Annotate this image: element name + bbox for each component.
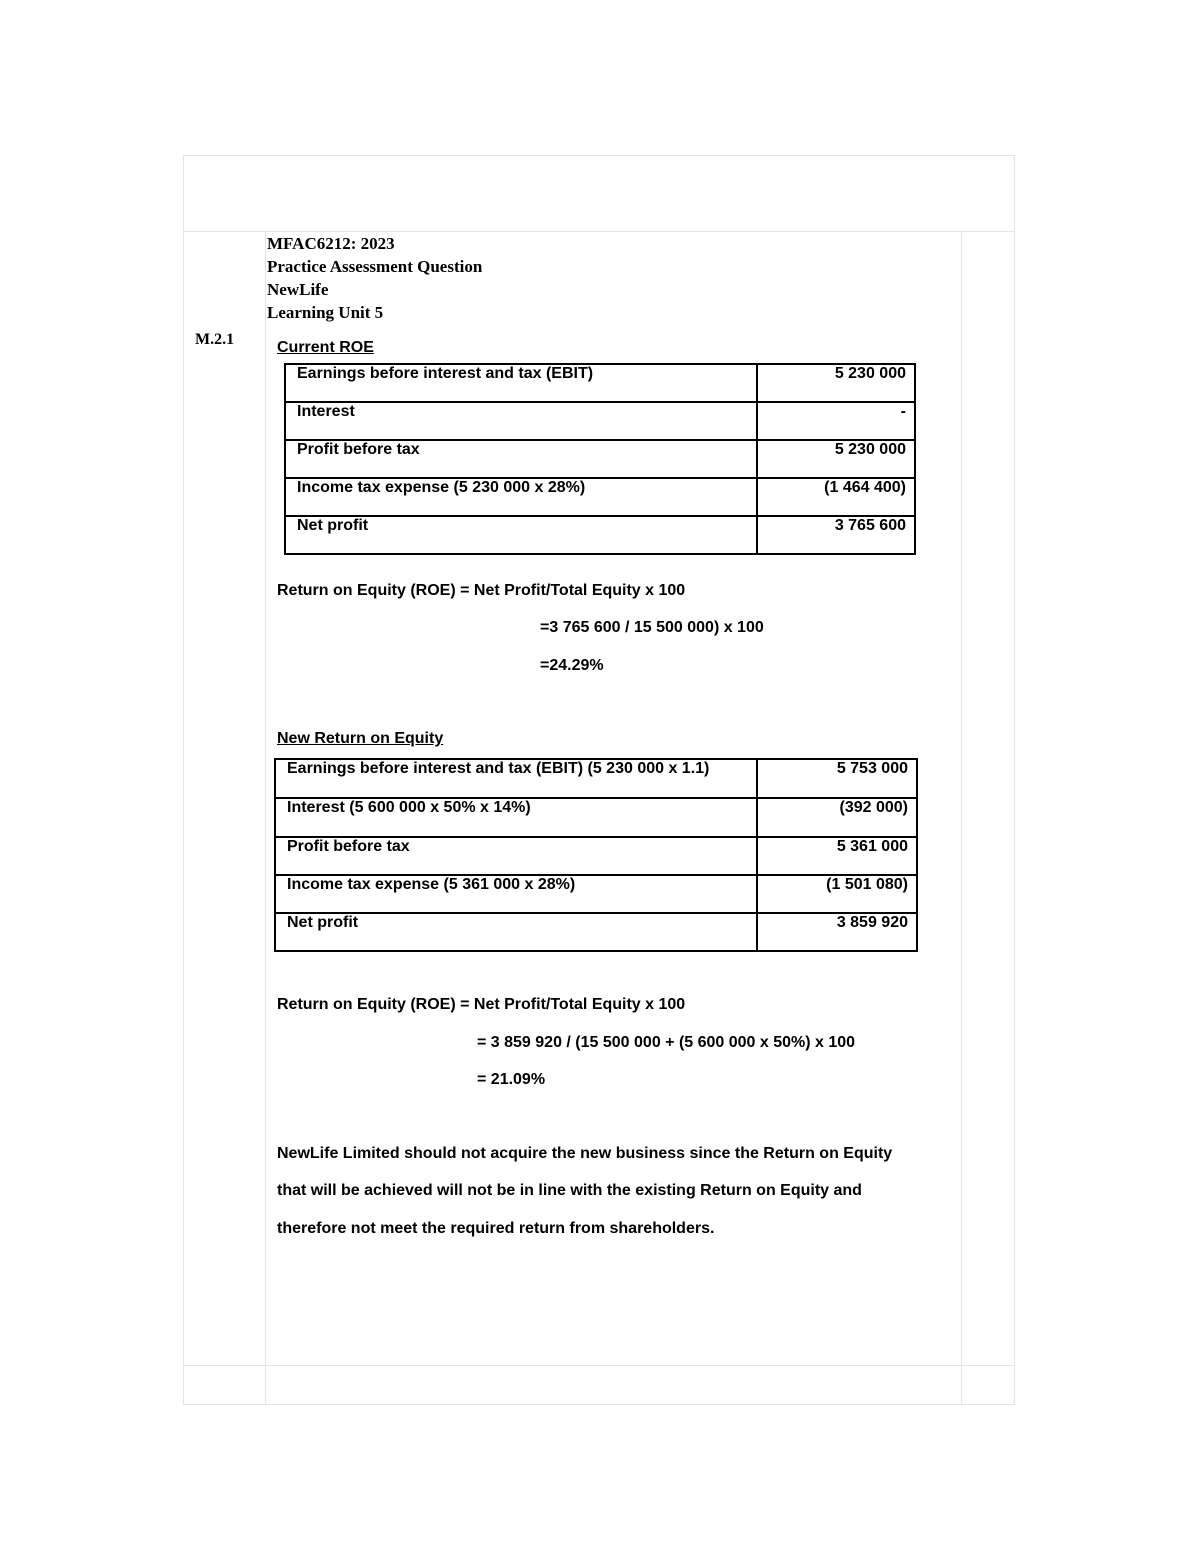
row-value: 5 753 000 bbox=[757, 759, 917, 798]
company-name: NewLife bbox=[267, 280, 329, 299]
table-row bbox=[275, 875, 917, 913]
row-value: 5 230 000 bbox=[757, 440, 915, 478]
grid-line-left bbox=[265, 231, 266, 1405]
row-value: 3 765 600 bbox=[757, 516, 915, 554]
row-label: Profit before tax bbox=[275, 837, 757, 875]
current-roe-calculation: =3 765 600 / 15 500 000) x 100 bbox=[540, 619, 764, 636]
new-income-table bbox=[274, 758, 918, 952]
row-label: Net profit bbox=[275, 913, 757, 951]
grid-line-bottom bbox=[183, 1365, 1015, 1366]
learning-unit: Learning Unit 5 bbox=[267, 303, 384, 322]
row-label: Profit before tax bbox=[285, 440, 757, 478]
table-row bbox=[285, 478, 915, 516]
course-code: MFAC6212: 2023 bbox=[267, 234, 395, 253]
table-row bbox=[285, 440, 915, 478]
row-value: (392 000) bbox=[757, 798, 917, 837]
table-row bbox=[285, 516, 915, 554]
row-value: 5 361 000 bbox=[757, 837, 917, 875]
table-row bbox=[275, 759, 917, 798]
current-roe-title: Current ROE bbox=[277, 339, 374, 356]
current-roe-result: =24.29% bbox=[540, 657, 604, 674]
row-label: Interest (5 600 000 x 50% x 14%) bbox=[275, 798, 757, 837]
row-label: Earnings before interest and tax (EBIT) bbox=[285, 364, 757, 402]
conclusion-line-1: NewLife Limited should not acquire the new business since the Return on Equity bbox=[277, 1145, 893, 1162]
current-income-table bbox=[284, 363, 916, 555]
row-value: 3 859 920 bbox=[757, 913, 917, 951]
new-roe-result: = 21.09% bbox=[477, 1071, 546, 1088]
table-row bbox=[275, 798, 917, 837]
row-value: - bbox=[757, 402, 915, 440]
table-row bbox=[285, 364, 915, 402]
row-label: Income tax expense (5 230 000 x 28%) bbox=[285, 478, 757, 516]
table-row bbox=[275, 913, 917, 951]
row-label: Net profit bbox=[285, 516, 757, 554]
new-roe-title: New Return on Equity bbox=[277, 730, 444, 747]
row-label: Interest bbox=[285, 402, 757, 440]
row-value: (1 464 400) bbox=[757, 478, 915, 516]
row-label: Income tax expense (5 361 000 x 28%) bbox=[275, 875, 757, 913]
new-roe-calculation: = 3 859 920 / (15 500 000 + (5 600 000 x 50%) x 100 bbox=[477, 1034, 856, 1051]
row-value: 5 230 000 bbox=[757, 364, 915, 402]
row-label: Earnings before interest and tax (EBIT) (5 230 000 x 1.1) bbox=[275, 759, 757, 798]
question-number: M.2.1 bbox=[195, 331, 235, 348]
row-value: (1 501 080) bbox=[757, 875, 917, 913]
grid-line-right bbox=[961, 231, 962, 1405]
assessment-title: Practice Assessment Question bbox=[267, 257, 483, 276]
new-roe-formula: Return on Equity (ROE) = Net Profit/Total Equity x 100 bbox=[277, 996, 686, 1013]
current-roe-formula: Return on Equity (ROE) = Net Profit/Total Equity x 100 bbox=[277, 582, 686, 599]
conclusion-line-2: that will be achieved will not be in line with the existing Return on Equity and bbox=[277, 1182, 862, 1199]
table-row bbox=[285, 402, 915, 440]
document-header bbox=[267, 232, 482, 324]
table-row bbox=[275, 837, 917, 875]
conclusion-line-3: therefore not meet the required return from shareholders. bbox=[277, 1220, 715, 1237]
